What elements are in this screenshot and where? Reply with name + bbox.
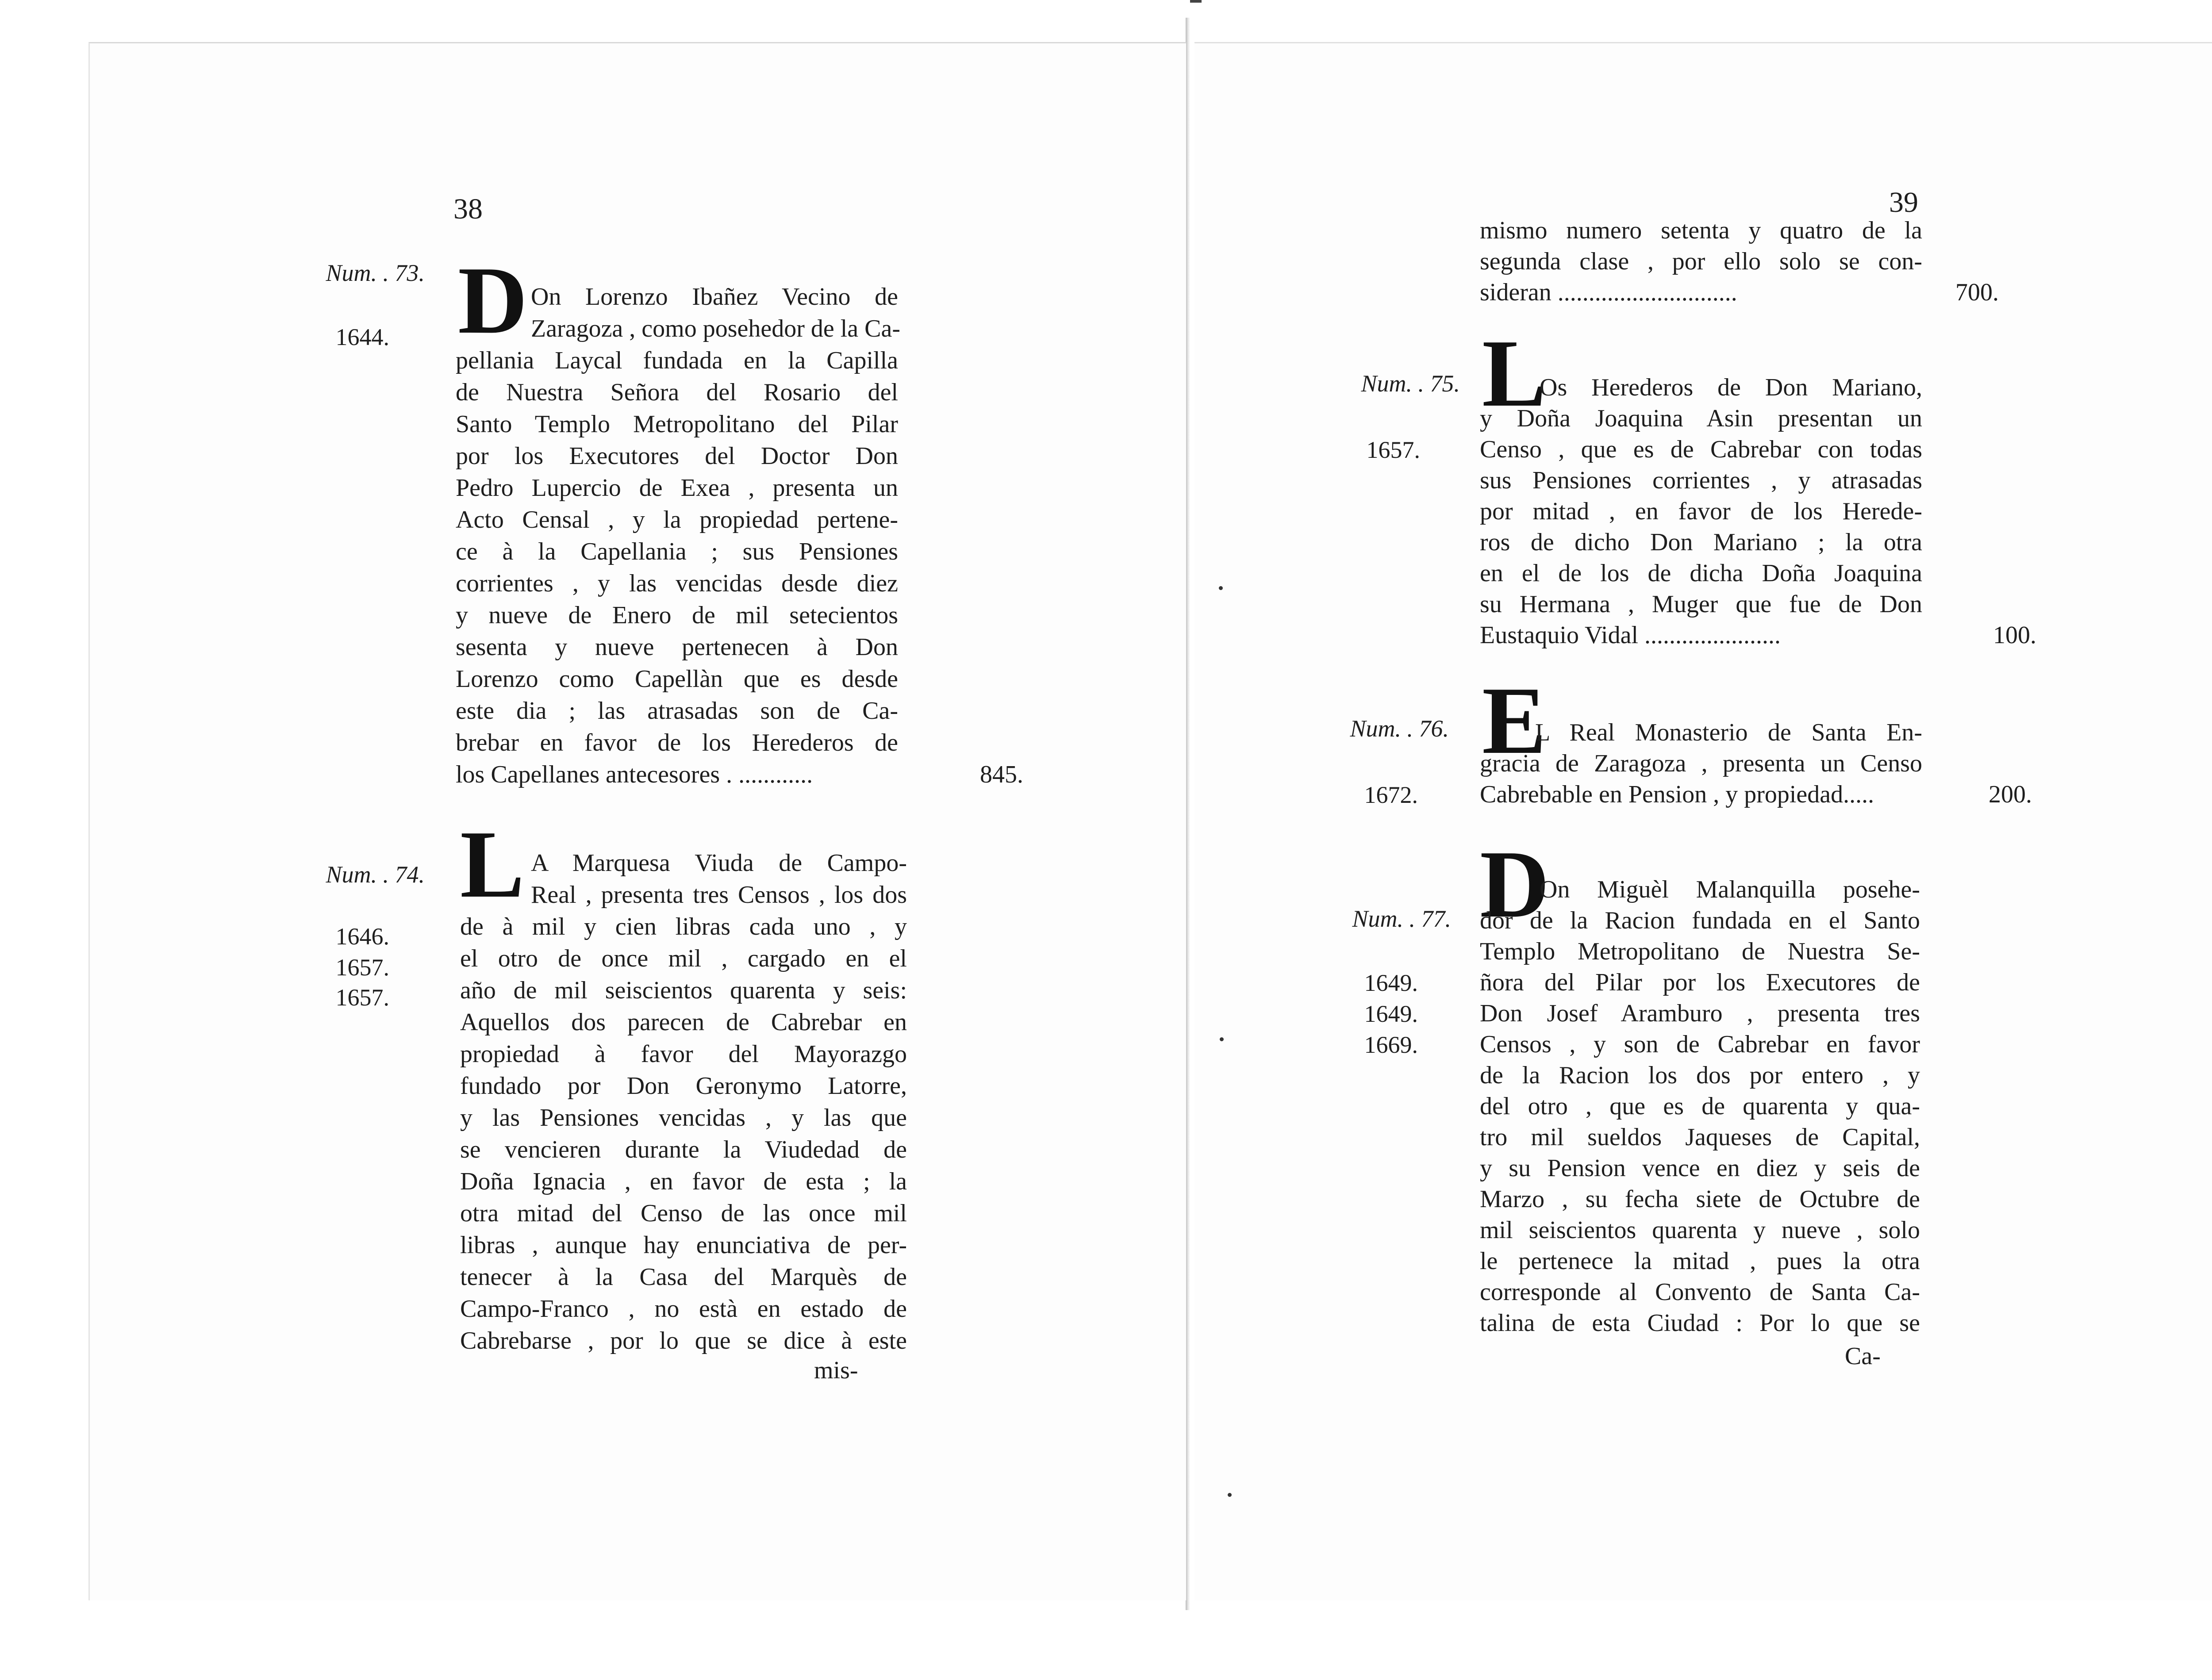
catchword-left: mis- <box>814 1357 858 1384</box>
entry-77-line: ñora del Pilar por los Executores de <box>1480 969 1920 996</box>
entry-74-line: Doña Ignacia , en favor de esta ; la <box>460 1168 907 1195</box>
book-gutter <box>1186 18 1190 1610</box>
entry-year-73: 1644. <box>335 324 389 350</box>
entry-74-line: año de mil seiscientos quarenta y seis: <box>460 977 907 1004</box>
entry-74-line: Real , presenta tres Censos , los dos <box>531 881 907 909</box>
entry-year-77: 1669. <box>1364 1032 1418 1058</box>
top-edge-mark <box>1190 0 1202 3</box>
entry-77-line: Templo Metropolitano de Nuestra Se- <box>1480 938 1920 965</box>
entry-77-line: le pertenece la mitad , pues la otra <box>1480 1247 1920 1275</box>
entry-77-line: Censos , y son de Cabrebar en favor <box>1480 1031 1920 1058</box>
continuation-amount: 700. <box>1955 279 1999 306</box>
entry-77-line: Marzo , su fecha siete de Octubre de <box>1480 1185 1920 1213</box>
entry-73-line: Santo Templo Metropolitano del Pilar <box>456 410 898 438</box>
entry-number-74: Num. . 74. <box>326 861 425 888</box>
entry-73-amount: 845. <box>980 761 1023 788</box>
drop-cap-73: D <box>458 247 528 354</box>
entry-77-line: dor de la Racion fundada en el Santo <box>1480 907 1920 934</box>
entry-75-line: por mitad , en favor de los Herede- <box>1480 498 1922 525</box>
entry-75-line: y Doña Joaquina Asin presentan un <box>1480 405 1922 432</box>
entry-73-line: Zaragoza , como posehedor de la Ca- <box>531 315 900 342</box>
entry-76-line: gracia de Zaragoza , presenta un Censo <box>1480 750 1922 777</box>
left-page <box>88 42 1186 1600</box>
entry-73-line: pellania Laycal fundada en la Capilla <box>456 347 898 374</box>
entry-75-line: en el de los de dicha Doña Joaquina <box>1480 560 1922 587</box>
entry-73-line: por los Executores del Doctor Don <box>456 442 898 470</box>
entry-76-line: L Real Monasterio de Santa En- <box>1535 719 1922 746</box>
entry-77-line: tro mil sueldos Jaqueses de Capital, <box>1480 1124 1920 1151</box>
drop-cap-77: D <box>1480 831 1550 938</box>
entry-number-73: Num. . 73. <box>326 260 425 286</box>
drop-cap-75: L <box>1482 320 1547 427</box>
entry-73-line: ce à la Capellania ; sus Pensiones <box>456 538 898 565</box>
entry-75-amount: 100. <box>1993 621 2036 649</box>
ink-speck <box>1228 1493 1232 1497</box>
entry-73-line: Acto Censal , y la propiedad pertene- <box>456 506 898 533</box>
entry-74-line: fundado por Don Geronymo Latorre, <box>460 1072 907 1100</box>
entry-number-76: Num. . 76. <box>1350 715 1449 742</box>
entry-year-77: 1649. <box>1364 1001 1418 1027</box>
entry-73-line: los Capellanes antecesores . ............ <box>456 761 813 788</box>
entry-74-line: A Marquesa Viuda de Campo- <box>531 849 907 877</box>
entry-77-line: mil seiscientos quarenta y nueve , solo <box>1480 1216 1920 1244</box>
entry-76-line: Cabrebable en Pension , y propiedad..... <box>1480 781 1874 808</box>
entry-74-line: otra mitad del Censo de las once mil <box>460 1200 907 1227</box>
entry-75-line: su Hermana , Muger que fue de Don <box>1480 591 1922 618</box>
entry-74-line: libras , aunque hay enunciativa de per- <box>460 1231 907 1259</box>
entry-year-74: 1657. <box>335 954 389 981</box>
entry-77-line: y su Pension vence en diez y seis de <box>1480 1155 1920 1182</box>
drop-cap-74: L <box>460 811 525 918</box>
entry-73-line: On Lorenzo Ibañez Vecino de <box>531 283 898 311</box>
entry-year-75: 1657. <box>1366 437 1420 463</box>
entry-77-line: On Miguèl Malanquilla posehe- <box>1540 876 1920 903</box>
entry-74-line: el otro de once mil , cargado en el <box>460 945 907 972</box>
entry-74-line: Cabrebarse , por lo que se dice à este <box>460 1327 907 1354</box>
entry-77-line: del otro , que es de quarenta y qua- <box>1480 1093 1920 1120</box>
entry-74-line: se vencieren durante la Viudedad de <box>460 1136 907 1163</box>
entry-year-77: 1649. <box>1364 970 1418 996</box>
entry-73-line: de Nuestra Señora del Rosario del <box>456 379 898 406</box>
entry-74-line: Campo-Franco , no està en estado de <box>460 1295 907 1323</box>
entry-73-line: sesenta y nueve pertenecen à Don <box>456 633 898 661</box>
entry-75-line: Censo , que es de Cabrebar con todas <box>1480 436 1922 463</box>
entry-74-line: propiedad à favor del Mayorazgo <box>460 1040 907 1068</box>
entry-77-line: de la Racion los dos por entero , y <box>1480 1062 1920 1089</box>
continuation-line: segunda clase , por ello solo se con- <box>1480 248 1922 275</box>
entry-75-line: Eustaquio Vidal ...................... <box>1480 621 1781 649</box>
entry-number-77: Num. . 77. <box>1352 905 1451 932</box>
entry-73-line: Pedro Lupercio de Exea , presenta un <box>456 474 898 502</box>
entry-77-line: corresponde al Convento de Santa Ca- <box>1480 1278 1920 1306</box>
entry-75-line: ros de dicho Don Mariano ; la otra <box>1480 529 1922 556</box>
entry-year-76: 1672. <box>1364 782 1418 808</box>
page-number-left: 38 <box>453 193 483 225</box>
entry-73-line: y nueve de Enero de mil setecientos <box>456 602 898 629</box>
continuation-line: mismo numero setenta y quatro de la <box>1480 217 1922 244</box>
entry-75-line: Os Herederos de Don Mariano, <box>1540 374 1922 401</box>
ink-speck <box>1219 586 1223 590</box>
entry-73-line: corrientes , y las vencidas desde diez <box>456 570 898 597</box>
entry-year-74: 1657. <box>335 984 389 1011</box>
page-number-right: 39 <box>1889 186 1918 219</box>
ink-speck <box>1220 1037 1224 1041</box>
entry-77-line: Don Josef Aramburo , presenta tres <box>1480 1000 1920 1027</box>
entry-73-line: Lorenzo como Capellàn que es desde <box>456 665 898 693</box>
entry-77-line: talina de esta Ciudad : Por lo que se <box>1480 1309 1920 1337</box>
entry-year-74: 1646. <box>335 923 389 950</box>
entry-73-line: este dia ; las atrasadas son de Ca- <box>456 697 898 725</box>
entry-74-line: Aquellos dos parecen de Cabrebar en <box>460 1009 907 1036</box>
entry-73-line: brebar en favor de los Herederos de <box>456 729 898 756</box>
continuation-line: sideran ............................. <box>1480 279 1737 306</box>
entry-75-line: sus Pensiones corrientes , y atrasadas <box>1480 467 1922 494</box>
entry-number-75: Num. . 75. <box>1361 370 1460 397</box>
entry-74-line: tenecer à la Casa del Marquès de <box>460 1263 907 1291</box>
entry-74-line: de à mil y cien libras cada uno , y <box>460 913 907 940</box>
drop-cap-76: E <box>1482 667 1547 774</box>
catchword-right: Ca- <box>1845 1342 1881 1370</box>
entry-76-amount: 200. <box>1989 781 2032 808</box>
entry-74-line: y las Pensiones vencidas , y las que <box>460 1104 907 1132</box>
